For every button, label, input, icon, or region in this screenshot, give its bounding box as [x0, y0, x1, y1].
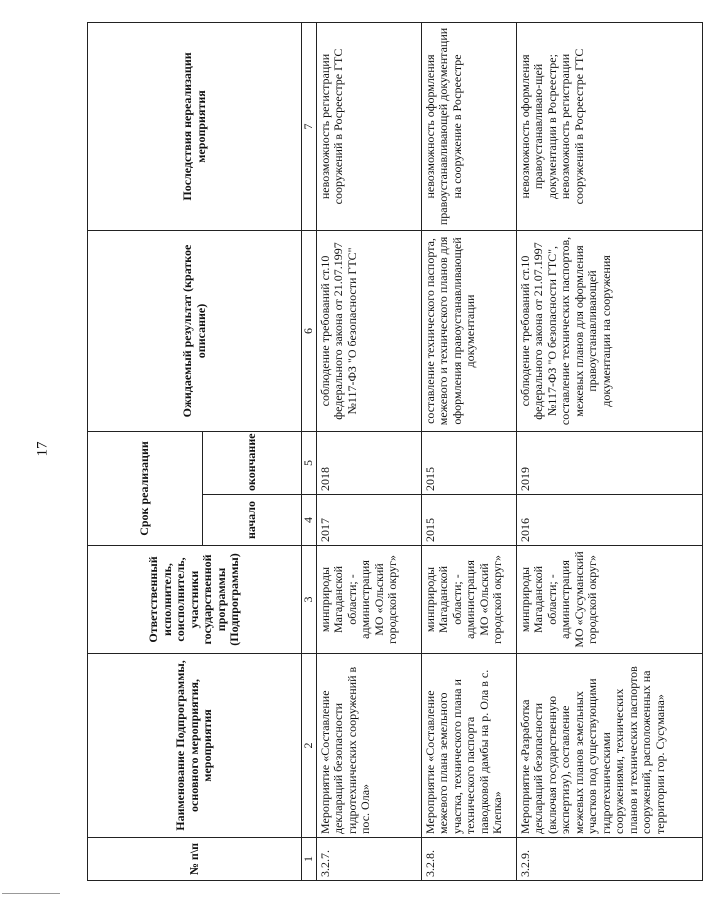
row-executor: минприроды Магаданской области; - администрация МО «Ольский городской округ» — [316, 546, 421, 654]
row-start: 2017 — [316, 495, 421, 546]
row-name: Мероприятие «Составление межевого плана земельного участка, технического плана и технического паспорта паводковой дамбы на р. Ола в с. Клепка» — [421, 654, 516, 838]
column-number-row — [302, 22, 317, 880]
row-number: 3.2.8. — [421, 838, 516, 881]
column-number: 2 — [302, 654, 317, 838]
row-name: Мероприятие «Составление деклараций безопасности гидротехнических сооружений в пос. Ола» — [316, 654, 421, 838]
row-end: 2018 — [316, 431, 421, 494]
row-executor: минприроды Магаданской области; - администрация МО «Ольский городской округ» — [421, 546, 516, 654]
scan-mark — [2, 893, 60, 894]
row-consequences: невозможность оформления правоустанавливаю-щей документации в Росреестре; невозможность регистрации сооружений в Росреестре ГТС — [516, 22, 702, 230]
header-result: Ожидаемый результат (краткое описание) — [88, 230, 302, 431]
row-number: 3.2.9. — [516, 838, 702, 881]
row-executor: минприроды Магаданской области; - администрация МО «Сусуманский городской округ» — [516, 546, 702, 654]
row-number: 3.2.7. — [316, 838, 421, 881]
header-executor: Ответственный исполнитель, соисполнитель, участники государственной программы (Подпрограммы) — [88, 546, 302, 654]
row-consequences: невозможность регистрации сооружений в Росреестре ГТС — [316, 22, 421, 230]
row-consequences: невозможность оформления правоустанавливающей документации на сооружение в Росреестре — [421, 22, 516, 230]
column-number: 3 — [302, 546, 317, 654]
rotated-table — [87, 23, 667, 881]
row-start: 2015 — [421, 495, 516, 546]
page-number: 17 — [34, 441, 51, 457]
row-result: соблюдение требований ст.10 федерального закона от 21.07.1997 №117-ФЗ "О безопасности ГТС" — [316, 230, 421, 431]
column-number: 6 — [302, 230, 317, 431]
row-end: 2015 — [421, 431, 516, 494]
header-end: окончание — [203, 431, 302, 494]
table-row — [421, 22, 516, 880]
column-number: 7 — [302, 22, 317, 230]
table-frame — [87, 23, 667, 881]
row-name: Мероприятие «Разработка деклараций безопасности (включая государственную экспертизу), составление межевых планов земельных участков под существующими гидротехническими сооружениями, технических планов и технических паспортов сооружений, расположенных на территории гор. Сусумана» — [516, 654, 702, 838]
header-start: начало — [203, 495, 302, 546]
column-number: 1 — [302, 838, 317, 881]
header-name: Наименование Подпрограммы, основного мероприятия, мероприятия — [88, 654, 302, 838]
row-start: 2016 — [516, 495, 702, 546]
header-consequences: Последствия нереализации мероприятия — [88, 22, 302, 230]
row-result: соблюдение требований ст.10 федерального закона от 21.07.1997 №117-ФЗ "О безопасности ГТС", составление технических паспортов, межевых планов для оформления правоустанавливающей документации на сооружения — [516, 230, 702, 431]
header-row — [88, 22, 203, 880]
column-number: 5 — [302, 431, 317, 494]
row-result: составление технического паспорта, межевого и технического планов для оформления правоустанавливающей документации — [421, 230, 516, 431]
header-term: Срок реализации — [88, 431, 203, 545]
column-number: 4 — [302, 495, 317, 546]
table-row — [516, 22, 702, 880]
measures-table — [87, 22, 703, 881]
table-row — [316, 22, 421, 880]
row-end: 2019 — [516, 431, 702, 494]
header-no: № п\п — [88, 838, 302, 881]
